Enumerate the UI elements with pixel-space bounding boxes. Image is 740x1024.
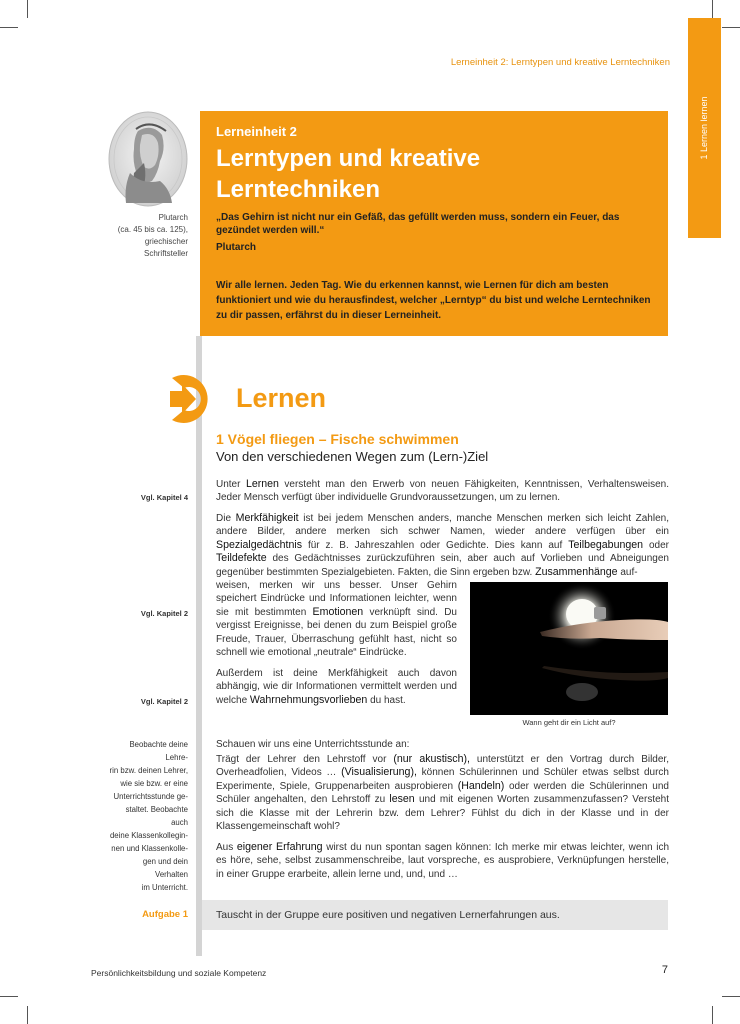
note-line: deine Klassenkollegin- xyxy=(109,831,188,840)
crop-mark xyxy=(712,1006,713,1024)
crop-mark xyxy=(0,27,18,28)
quote-author: Plutarch xyxy=(216,242,257,253)
term: Teilbegabungen xyxy=(568,538,644,551)
crop-mark xyxy=(0,996,18,997)
intro-text: Wir alle lernen. Jeden Tag. Wie du erkennen kannst, wie Lernen für dich am besten funktioniert und wie du herausfindest, welcher „Lerntyp“ du bist und welche Lerntechniken zu dir passen, erfährst du in dieser Lerneinheit. xyxy=(216,280,651,321)
margin-reference: Vgl. Kapitel 2 xyxy=(140,697,188,706)
term: (nur akustisch), xyxy=(393,753,470,765)
observation-note xyxy=(108,738,188,894)
note-line: im Unterricht. xyxy=(141,883,188,892)
term: Zusammenhänge xyxy=(535,565,618,578)
caption-line: (ca. 45 bis ca. 125), xyxy=(117,225,188,234)
unit-subtitle: Lerneinheit 2 xyxy=(216,124,297,139)
term: Wahrnehmungsvorlieben xyxy=(249,693,368,706)
crop-mark xyxy=(27,0,28,18)
note-line: gen und dein Verhalten xyxy=(142,857,188,879)
paragraph-lernen: Unter Lernen versteht man den Erwerb von neuen Fähigkeiten, Kenntnissen, Verhaltensweisen. Jeder Mensch verfügt über individuelle Grundvoraussetzungen, um zu lernen. xyxy=(216,478,669,504)
note-line: Beobachte deine Lehre- xyxy=(129,740,188,762)
note-line: staltet. Beobachte auch xyxy=(125,805,188,827)
margin-divider-bar xyxy=(196,336,202,956)
portrait-caption xyxy=(108,212,188,260)
crop-mark xyxy=(712,0,713,18)
term: (Visualisierung), xyxy=(341,766,417,779)
margin-reference: Vgl. Kapitel 4 xyxy=(140,493,188,502)
chapter-subheading: Von den verschiedenen Wegen zum (Lern-)Ziel xyxy=(216,449,489,464)
quote: „Das Gehirn ist nicht nur ein Gefäß, das gefüllt werden muss, sondern ein Feuer, das gezündet werden will.“ xyxy=(216,212,620,236)
crop-mark xyxy=(27,1006,28,1024)
paragraph-wahrnehmung: Außerdem ist deine Merkfähigkeit auch davon abhängig, wie dir Informationen vermittelt werden und welche Wahrnehmungsvorlieben du hast. xyxy=(216,668,457,706)
chapter-heading: 1 Vögel fliegen – Fische schwimmen xyxy=(216,431,459,447)
term: Lernen xyxy=(245,478,279,490)
section-title: Lernen xyxy=(236,383,327,413)
term: lesen xyxy=(389,793,415,806)
chapter-side-tab-label: 1 Lernen lernen xyxy=(699,96,709,160)
crop-mark xyxy=(722,27,740,28)
caption-line: Schriftsteller xyxy=(143,249,188,258)
footer-title: Persönlichkeitsbildung und soziale Kompetenz xyxy=(91,968,267,978)
paragraph-emotionen: weisen, merken wir uns besser. Unser Gehirn speichert Eindrücke und Informationen leichter, wenn sie mit bestimmten Emotionen verknüpft sind. Du vergisst Ereignisse, bei denen du zum Beispiel große Freude, Trauer, Überraschung gefühlt hast, nicht so schnell wie emotional „neutrale“ Eindrücke. xyxy=(216,580,457,659)
paragraph-unterricht: Trägt der Lehrer den Lehrstoff vor (nur akustisch), unterstützt er den Vortrag durch Bilder, Overheadfolien, Videos … (Visualisierung), können Schülerinnen und Schüler etwas selbst durch Experimente, Spiele, Gruppenarbeiten ausprobieren (Handeln) oder werden die Schülerinnen und Schüler angehalten, den Lehrstoff zu lesen und mit eigenen Worten zusammenzufassen? Versteht sich die Klasse mit der Lehrerin bzw. dem Lehrer? Fühlst du dich in der Klasse und in der Klassengemeinschaft wohl? xyxy=(216,753,669,833)
task-text: Tauscht in der Gruppe eure positiven und negativen Lernerfahrungen aus. xyxy=(216,909,560,921)
term: eigener Erfahrung xyxy=(236,841,323,853)
chapter-side-tab[interactable] xyxy=(688,18,721,238)
lightbulb-photo xyxy=(470,582,668,715)
task-label: Aufgabe 1 xyxy=(142,909,188,920)
term: Spezialgedächtnis xyxy=(216,538,302,551)
paragraph-erfahrung: Aus eigener Erfahrung wirst du nun spontan sagen können: Ich merke mir etwas leichter, wenn ich es höre, sehe, selbst zusammenschreibe, laut vorspreche, es ausprobiere, Verknüpfungen herstelle, in einer Gruppe erarbeite, allein lerne und, und, und … xyxy=(216,841,670,880)
paragraph-merkfaehigkeit: Die Merkfähigkeit ist bei jedem Menschen anders, manche Menschen merken sich leicht Zahlen, andere Bilder, andere merken sich schwer Namen, wieder andere verfügen über ein Spezialgedächtnis für z. B. Jahreszahlen oder Gedichte. Dies kann auf Teilbegabungen oder Teildefekte des Gedächtnisses zurückzuführen sein, aber auch auf Vorlieben und Abneigungen gegenüber bestimmten Spezialgebieten. Fakten, die Sinn ergeben bzw. Zusammenhänge auf- xyxy=(216,512,669,578)
note-line: nen und Klassenkolle- xyxy=(111,844,188,853)
arrow-icon xyxy=(168,372,212,426)
plutarch-portrait xyxy=(108,111,188,207)
page-number: 7 xyxy=(661,964,668,976)
photo-caption: Wann geht dir ein Licht auf? xyxy=(522,718,616,727)
running-header: Lerneinheit 2: Lerntypen und kreative Lerntechniken xyxy=(450,57,670,68)
note-line: wie sie bzw. er eine xyxy=(120,779,188,788)
caption-line: Plutarch xyxy=(158,213,188,222)
term: Merkfähigkeit xyxy=(235,512,299,524)
caption-line: griechischer xyxy=(144,237,188,246)
note-line: rin bzw. deinen Lehrer, xyxy=(109,766,188,775)
margin-reference: Vgl. Kapitel 2 xyxy=(140,609,188,618)
term: Teildefekte xyxy=(216,552,267,565)
term: Emotionen xyxy=(312,605,364,618)
unit-title: Lerntypen und kreative Lerntechniken xyxy=(216,145,481,203)
note-line: Unterrichtsstunde ge- xyxy=(113,792,188,801)
term: (Handeln) xyxy=(457,779,505,792)
crop-mark xyxy=(722,996,740,997)
paragraph-unterricht-intro: Schauen wir uns eine Unterrichtsstunde an: xyxy=(216,739,410,750)
